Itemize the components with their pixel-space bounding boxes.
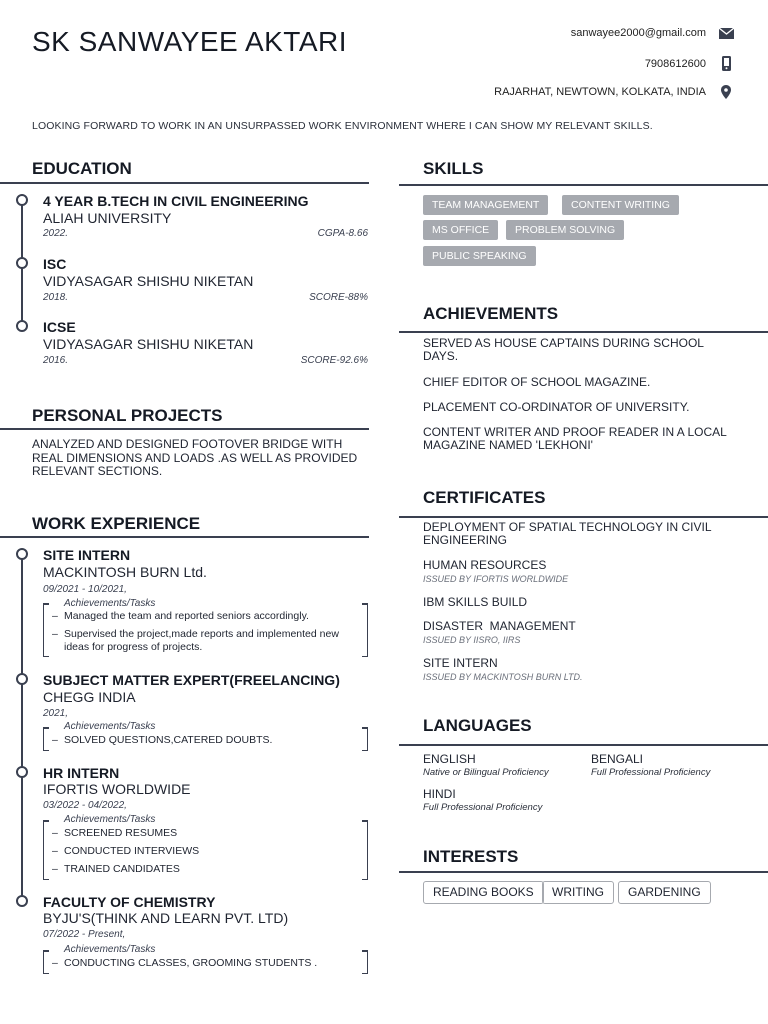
- education-year: 2018.: [43, 292, 69, 303]
- interest-chip: GARDENING: [618, 881, 711, 904]
- work-role: SITE INTERN: [43, 547, 131, 563]
- skill-chip: CONTENT WRITING: [562, 195, 679, 215]
- location-pin-icon: [718, 85, 734, 99]
- work-organization: MACKINTOSH BURN Ltd.: [43, 564, 207, 580]
- skill-chip: MS OFFICE: [423, 220, 498, 240]
- timeline-dot: [16, 194, 28, 206]
- certificate-issuer: ISSUED BY MACKINTOSH BURN LTD.: [423, 672, 583, 682]
- education-school: ALIAH UNIVERSITY: [43, 210, 172, 226]
- certificate-issuer: ISSUED BY IFORTIS WORLDWIDE: [423, 574, 569, 584]
- work-organization: BYJU'S(THINK AND LEARN PVT. LTD): [43, 910, 289, 926]
- project-line: RELEVANT SECTIONS.: [32, 464, 163, 478]
- achievements-label: Achievements/Tasks: [64, 721, 156, 732]
- work-date: 03/2022 - 04/2022,: [43, 800, 127, 811]
- address-text: RAJARHAT, NEWTOWN, KOLKATA, INDIA: [494, 86, 706, 98]
- education-degree: ICSE: [43, 319, 76, 335]
- work-role: FACULTY OF CHEMISTRY: [43, 894, 216, 910]
- language-level: Full Professional Proficiency: [423, 802, 543, 813]
- languages-heading: LANGUAGES: [423, 716, 532, 735]
- interest-chip: WRITING: [542, 881, 614, 904]
- project-description: [32, 438, 357, 479]
- language-level: Native or Bilingual Proficiency: [423, 767, 549, 778]
- work-date: 07/2022 - Present,: [43, 929, 126, 940]
- phone-icon: [718, 56, 734, 71]
- certificate-name: SITE INTERN: [423, 656, 498, 670]
- language-level: Full Professional Proficiency: [591, 767, 711, 778]
- certificate-name: DEPLOYMENT OF SPATIAL TECHNOLOGY IN CIVIL ENGINEERING: [423, 520, 712, 547]
- education-year: 2022.: [43, 228, 69, 239]
- skill-chip: PUBLIC SPEAKING: [423, 246, 536, 266]
- education-degree: 4 YEAR B.TECH IN CIVIL ENGINEERING: [43, 193, 309, 209]
- language-name: ENGLISH: [423, 752, 476, 766]
- envelope-icon: [718, 28, 734, 39]
- timeline-dot: [16, 257, 28, 269]
- timeline-dot: [16, 895, 28, 907]
- work-date: 2021,: [43, 708, 69, 719]
- resume-name: SK SANWAYEE AKTARI: [32, 26, 348, 57]
- certificate-name: DISASTER MANAGEMENT: [423, 619, 576, 633]
- education-score: SCORE-92.6%: [300, 355, 368, 366]
- certificate-name: IBM SKILLS BUILD: [423, 595, 528, 609]
- education-divider: [0, 182, 369, 184]
- language-name: BENGALI: [591, 752, 644, 766]
- phone-text: 7908612600: [644, 57, 706, 70]
- achievements-divider: [399, 331, 768, 333]
- career-summary: LOOKING FORWARD TO WORK IN AN UNSURPASSED WORK ENVIRONMENT WHERE I CAN SHOW MY RELEVANT SKILLS.: [32, 120, 653, 132]
- education-degree: ISC: [43, 256, 67, 272]
- achievements-heading: ACHIEVEMENTS: [423, 304, 559, 323]
- timeline-dot: [16, 320, 28, 332]
- project-line: ANALYZED AND DESIGNED FOOTOVER BRIDGE WITH: [32, 437, 343, 451]
- certificates-heading: CERTIFICATES: [423, 488, 546, 507]
- interests-divider: [399, 871, 768, 873]
- work-date: 09/2021 - 10/2021,: [43, 584, 127, 595]
- timeline-dot: [16, 673, 28, 685]
- certificate-name: HUMAN RESOURCES: [423, 558, 547, 572]
- timeline-dot: [16, 766, 28, 778]
- projects-heading: PERSONAL PROJECTS: [32, 406, 223, 425]
- certificate-issuer: ISSUED BY IISRO, IIRS: [423, 635, 521, 645]
- skill-chip: PROBLEM SOLVING: [506, 220, 624, 240]
- achievements-label: Achievements/Tasks: [64, 814, 156, 825]
- skill-chip: TEAM MANAGEMENT: [423, 195, 548, 215]
- achievement-item: PLACEMENT CO-ORDINATOR OF UNIVERSITY.: [423, 400, 690, 414]
- education-school: VIDYASAGAR SHISHU NIKETAN: [43, 273, 254, 289]
- education-score: SCORE-88%: [309, 292, 368, 303]
- projects-divider: [0, 428, 369, 430]
- education-score: CGPA-8.66: [317, 228, 368, 239]
- email-text: sanwayee2000@gmail.com: [570, 27, 706, 39]
- work-divider: [0, 536, 369, 538]
- work-role: HR INTERN: [43, 765, 120, 781]
- achievement-item: SERVED AS HOUSE CAPTAINS DURING SCHOOL DAYS.: [423, 336, 704, 363]
- contact-phone: [645, 56, 734, 71]
- achievement-item: CONTENT WRITER AND PROOF READER IN A LOCAL MAGAZINE NAMED 'LEKHONI': [423, 425, 727, 452]
- language-name: HINDI: [423, 787, 456, 801]
- achievements-label: Achievements/Tasks: [64, 598, 156, 609]
- education-heading: EDUCATION: [32, 159, 132, 178]
- education-school: VIDYASAGAR SHISHU NIKETAN: [43, 336, 254, 352]
- languages-divider: [399, 744, 768, 746]
- work-role: SUBJECT MATTER EXPERT(FREELANCING): [43, 672, 340, 688]
- contact-email: [571, 27, 734, 39]
- achievement-item: CHIEF EDITOR OF SCHOOL MAGAZINE.: [423, 375, 651, 389]
- work-organization: IFORTIS WORLDWIDE: [43, 781, 191, 797]
- timeline-dot: [16, 548, 28, 560]
- skills-divider: [399, 184, 768, 186]
- skills-heading: SKILLS: [423, 159, 484, 178]
- certificates-divider: [399, 516, 768, 518]
- work-heading: WORK EXPERIENCE: [32, 514, 201, 533]
- achievements-label: Achievements/Tasks: [64, 944, 156, 955]
- contact-address: [494, 85, 734, 99]
- interest-chip: READING BOOKS: [423, 881, 544, 904]
- interests-heading: INTERESTS: [423, 847, 519, 866]
- work-organization: CHEGG INDIA: [43, 689, 136, 705]
- work-timeline: [21, 558, 23, 902]
- project-line: REAL DIMENSIONS AND LOADS .AS WELL AS PROVIDED: [32, 450, 358, 465]
- education-year: 2016.: [43, 355, 69, 366]
